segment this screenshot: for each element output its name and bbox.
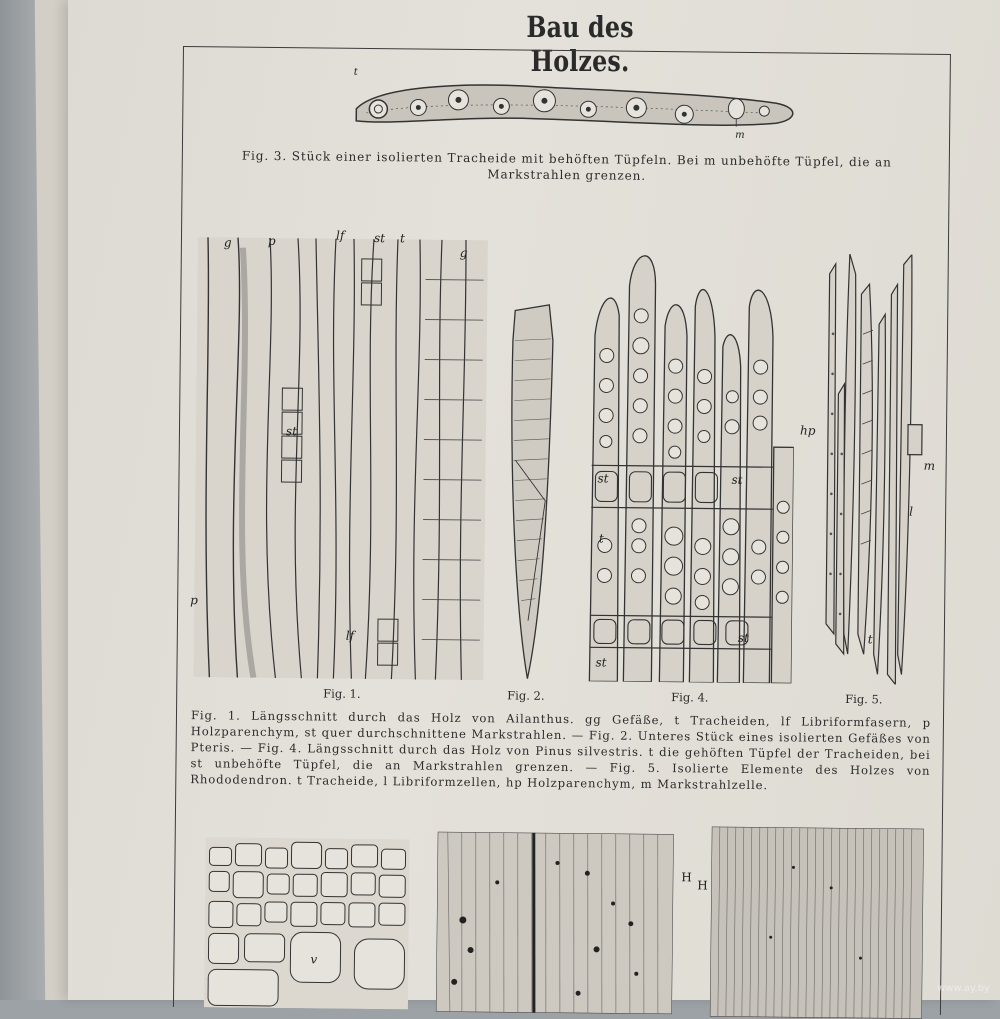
fig4-letter-t: t xyxy=(599,531,604,545)
fig1-letter-p: p xyxy=(268,234,276,248)
fig5-rhododendron-drawing xyxy=(817,254,925,685)
fig1-letter-g-right: g xyxy=(460,246,468,260)
bottom-letter-v: v xyxy=(310,952,317,966)
illustration-plate xyxy=(173,46,951,1015)
main-caption: Fig. 1. Längsschnitt durch das Holz von Ailanthus. gg Gefäße, t Tracheiden, lf Libriformfasern, p Holzparenchym, st quer durchschnittene Markstrahlen. — Fig. 2. Unteres Stück eines isolierten Gefäßes von Pteris. — Fig. 4. Längsschnitt durch das Holz von Pinus silvestris. t die gehöften Tüpfel der Tracheiden, bei st unbehöfte Tüpfel, die an Markstrahlen grenzen. — Fig. 5. Isolierte Elemente des Holzes von Rhododendron. t Tracheide, l Libriformzellen, hp Holzparenchym, m Markstrahlzelle. xyxy=(190,707,931,795)
fig5-letter-m: m xyxy=(924,459,936,473)
fig4-letter-st-bottom-left: st xyxy=(595,655,606,669)
fig4-letter-st-bottom-right: st xyxy=(738,631,749,645)
fig2-pteris-drawing xyxy=(503,300,557,681)
bottom-letter-H1: H xyxy=(681,870,692,884)
fig3-label-t: t xyxy=(354,67,358,78)
fig1-letter-st-inner: st xyxy=(286,424,297,438)
fig4-label: Fig. 4. xyxy=(671,690,708,704)
fig3-caption: Fig. 3. Stück einer isolierten Tracheide mit behöften Tüpfeln. Bei m unbehöfte Tüpfel, die an Markstrahlen grenzen. xyxy=(197,147,937,187)
fig5-letter-l: l xyxy=(909,505,913,519)
wood-grain-drawing xyxy=(436,832,674,1014)
fig3-label-m: m xyxy=(735,130,745,141)
fig4-letter-st-top-right: st xyxy=(731,473,742,487)
fig2-label: Fig. 2. xyxy=(507,688,544,702)
page-title: Bau des Holzes. xyxy=(490,10,670,78)
fig1-label: Fig. 1. xyxy=(323,687,360,701)
fig5-label: Fig. 5. xyxy=(845,692,882,706)
fig5-letter-hp: hp xyxy=(800,423,816,437)
fig1-letter-st: st xyxy=(374,231,385,245)
fig1-letter-t: t xyxy=(400,231,405,245)
fig4-pinus-drawing xyxy=(585,245,796,683)
bottom-letter-H2: H xyxy=(697,878,708,892)
fig5-letter-t: t xyxy=(868,632,873,646)
fig1-letter-g: g xyxy=(224,235,232,249)
end-grain-drawing xyxy=(710,827,924,1019)
fig3-tracheide-drawing xyxy=(336,69,807,139)
fig1-letter-lf-lower: lf xyxy=(346,629,354,643)
cross-section-cells-drawing xyxy=(204,837,410,1009)
fig1-letter-lf: lf xyxy=(336,229,344,243)
fig1-letter-p-left: p xyxy=(190,593,198,607)
fig4-letter-st-top-left: st xyxy=(597,471,608,485)
fig1-ailanthus-drawing xyxy=(193,237,488,680)
watermark: www.ay.by xyxy=(937,983,990,994)
